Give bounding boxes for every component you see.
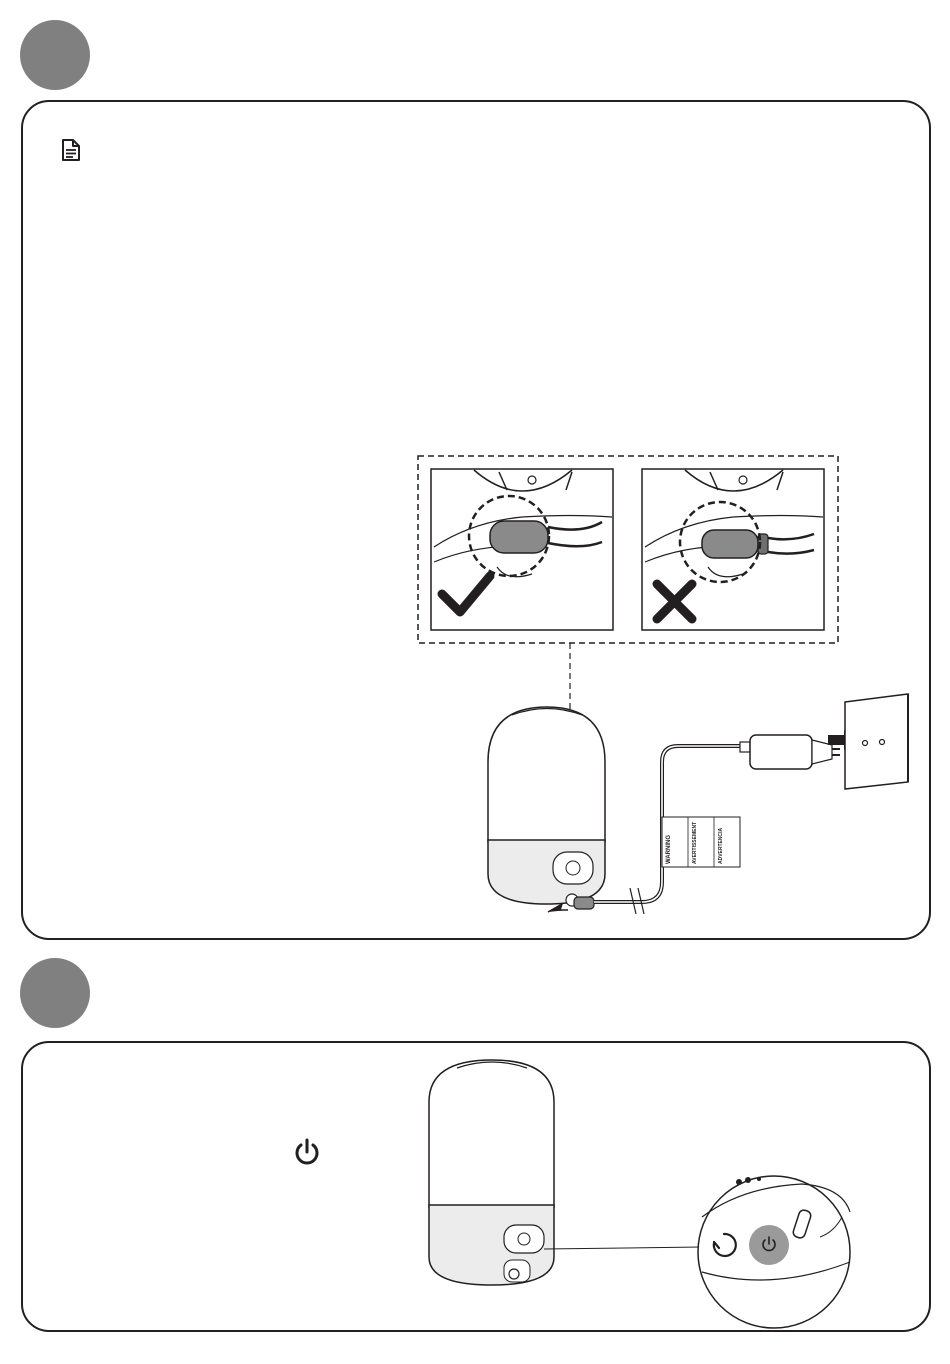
incorrect-connection-panel — [642, 469, 824, 630]
correct-connection-panel — [431, 469, 613, 630]
step-1-badge — [20, 20, 90, 90]
step-2-panel — [21, 1041, 931, 1332]
power-on-illustration — [23, 1043, 929, 1330]
wall-outlet — [845, 694, 908, 789]
warning-tag — [662, 817, 740, 867]
humidifier-unit — [488, 707, 605, 912]
control-panel-zoom — [698, 1176, 850, 1328]
step-1-panel — [21, 100, 931, 940]
power-button-highlight — [749, 1225, 789, 1265]
warning-en-label: WARNING — [666, 835, 672, 864]
step-2-badge — [20, 958, 90, 1028]
warning-es-label: ADVERTENCIA — [718, 827, 724, 864]
humidifier-unit-front — [429, 1060, 702, 1285]
warning-fr-label: AVERTISSEMENT — [692, 821, 698, 864]
connection-illustration — [23, 102, 929, 938]
power-adapter — [740, 730, 858, 769]
